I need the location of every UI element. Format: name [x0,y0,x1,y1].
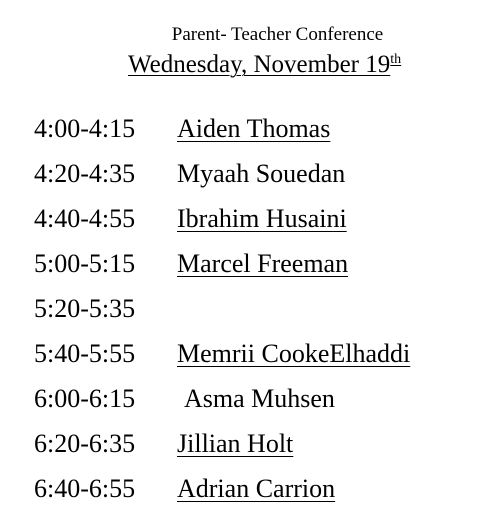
slot-student-name: Jillian Holt [177,429,294,458]
slot-time: 5:20-5:35 [34,294,136,323]
slot-time: 4:20-4:35 [34,159,136,188]
slot-student-name: Myaah Souedan [177,159,346,188]
slot-student-name: Ibrahim Husaini [177,204,347,233]
slot-student-name: Marcel Freeman [177,249,349,278]
slot-student-name: Aiden Thomas [177,114,331,143]
conference-date-suffix: th [390,52,402,67]
slot-time: 5:40-5:55 [34,339,136,368]
slot-time: 4:40-4:55 [34,204,136,233]
slot-time: 6:00-6:15 [34,384,136,413]
document-title: Parent- Teacher Conference [171,24,384,45]
conference-date-text: Wednesday, November 19 [128,51,391,78]
slot-time: 6:20-6:35 [34,429,136,458]
slot-time: 5:00-5:15 [34,249,136,278]
slot-student-name: Memrii CookeElhaddi [177,339,411,368]
slot-time: 6:40-6:55 [34,474,136,503]
slot-student-name: Asma Muhsen [184,384,335,413]
conference-date [128,50,401,80]
slot-time: 4:00-4:15 [34,114,136,143]
slot-student-name: Adrian Carrion [177,474,336,503]
